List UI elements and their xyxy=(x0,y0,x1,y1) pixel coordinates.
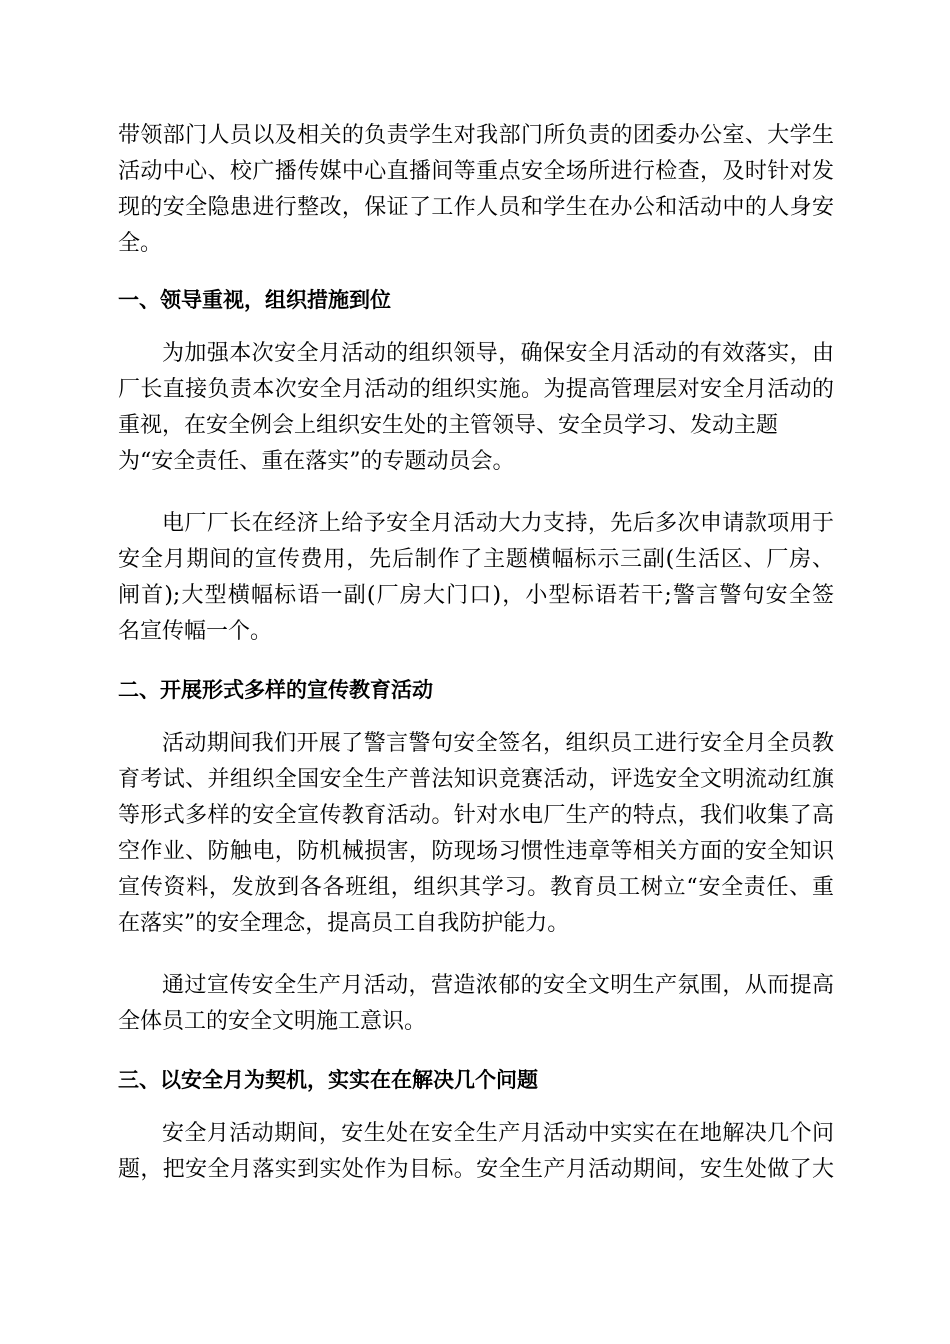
section-1-paragraph-1 xyxy=(118,336,834,480)
text-line: 宣传资料，发放到各各班组，组织其学习。教育员工树立“安全责任、重 xyxy=(118,875,834,900)
section-1-heading: 一、领导重视，组织措施到位 xyxy=(118,288,391,312)
text-line: 等形式多样的安全宣传教育活动。针对水电厂生产的特点，我们收集了高 xyxy=(118,803,834,828)
section-2-paragraph-2 xyxy=(118,968,834,1040)
text-line: 通过宣传安全生产月活动，营造浓郁的安全文明生产氛围，从而提高 xyxy=(162,973,834,998)
text-line: 电厂厂长在经济上给予安全月活动大力支持，先后多次申请款项用于 xyxy=(162,511,834,536)
text-line: 名宣传幅一个。 xyxy=(118,619,273,644)
section-1-paragraph-2 xyxy=(118,506,834,650)
text-line: 带领部门人员以及相关的负责学生对我部门所负责的团委办公室、大学生 xyxy=(118,123,834,148)
section-2-heading: 二、开展形式多样的宣传教育活动 xyxy=(118,678,433,702)
text-line: 活动期间我们开展了警言警句安全签名，组织员工进行安全月全员教 xyxy=(162,731,834,756)
text-line: 题，把安全月落实到实处作为目标。安全生产月活动期间，安生处做了大 xyxy=(118,1157,834,1182)
text-line: 为“安全责任、重在落实”的专题动员会。 xyxy=(118,449,515,474)
section-2-paragraph-1 xyxy=(118,726,834,942)
intro-paragraph xyxy=(118,118,834,262)
text-line: 活动中心、校广播传媒中心直播间等重点安全场所进行检查，及时针对发 xyxy=(118,159,834,184)
text-line: 安全月期间的宣传费用，先后制作了主题横幅标示三副(生活区、厂房、 xyxy=(118,547,834,572)
text-line: 全体员工的安全文明施工意识。 xyxy=(118,1009,427,1034)
text-line: 在落实”的安全理念，提高员工自我防护能力。 xyxy=(118,911,570,936)
text-line: 全。 xyxy=(118,231,163,256)
text-line: 空作业、防触电，防机械损害，防现场习惯性违章等相关方面的安全知识 xyxy=(118,839,834,864)
text-line: 重视，在安全例会上组织安生处的主管领导、安全员学习、发动主题 xyxy=(118,413,779,438)
section-3-heading: 三、以安全月为契机，实实在在解决几个问题 xyxy=(118,1068,538,1092)
text-line: 厂长直接负责本次安全月活动的组织实施。为提高管理层对安全月活动的 xyxy=(118,377,834,402)
text-line: 为加强本次安全月活动的组织领导，确保安全月活动的有效落实，由 xyxy=(162,341,834,366)
text-line: 育考试、并组织全国安全生产普法知识竞赛活动，评选安全文明流动红旗 xyxy=(118,767,834,792)
text-line: 现的安全隐患进行整改，保证了工作人员和学生在办公和活动中的人身安 xyxy=(118,195,834,220)
text-line: 闸首);大型横幅标语一副(厂房大门口)，小型标语若干;警言警句安全签 xyxy=(118,583,834,608)
section-3-paragraph-1 xyxy=(118,1116,834,1188)
text-line: 安全月活动期间，安生处在安全生产月活动中实实在在地解决几个问 xyxy=(162,1121,834,1146)
